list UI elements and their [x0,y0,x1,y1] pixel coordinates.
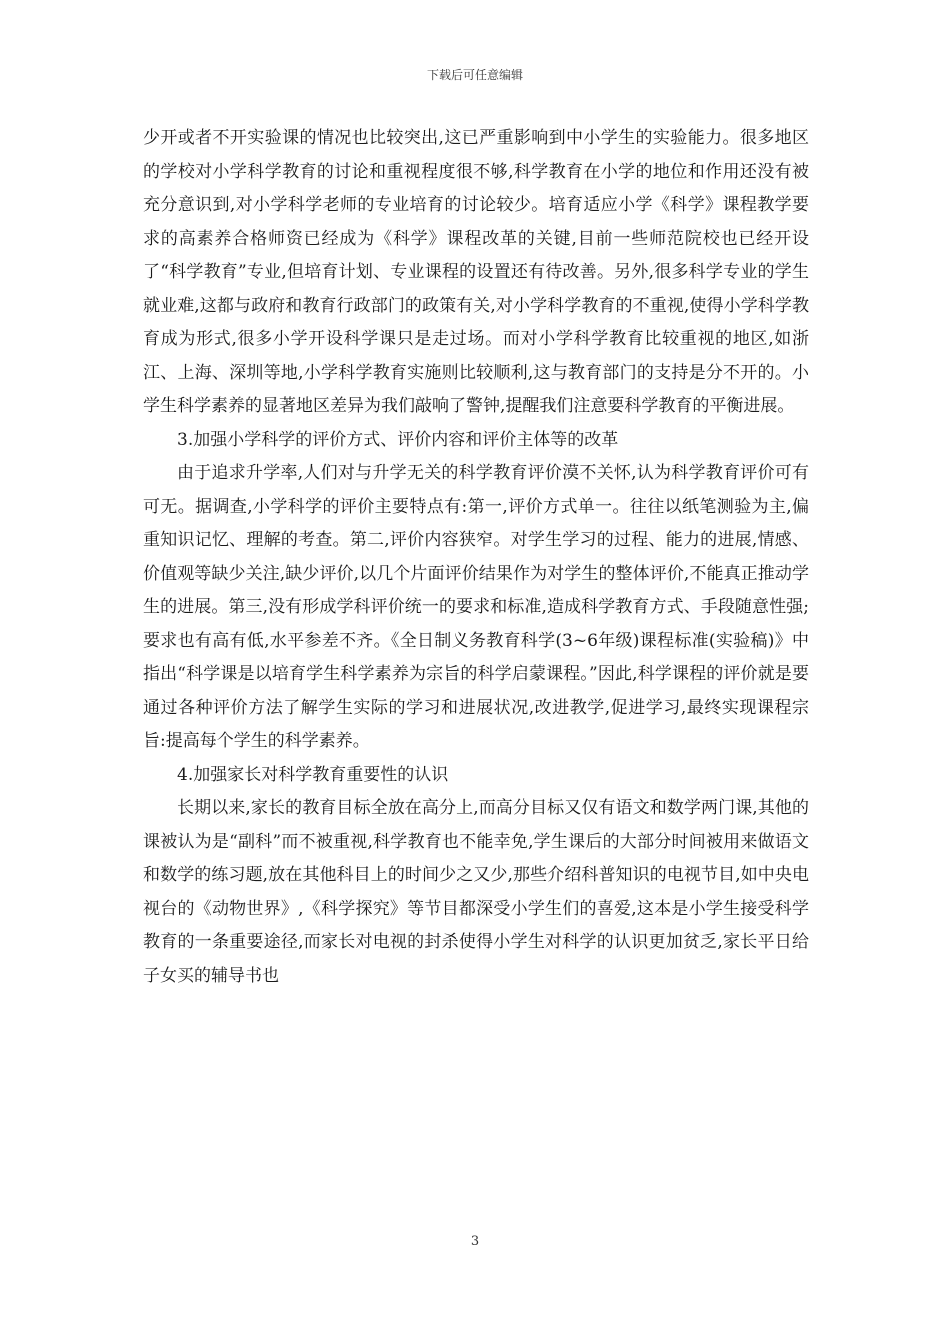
paragraph-continuation: 少开或者不开实验课的情况也比较突出,这已严重影响到中小学生的实验能力。很多地区的学校对小学科学教育的讨论和重视程度很不够,科学教育在小学的地位和作用还没有被充分意识到,对小学科学老师的专业培育的讨论较少。培育适应小学《科学》课程教学要求的高素养合格师资已经成为《科学》课程改革的关键,目前一些师范院校也已经开设了“科学教育”专业,但培育计划、专业课程的设置还有待改善。另外,很多科学专业的学生就业难,这都与政府和教育行政部门的政策有关,对小学科学教育的不重视,使得小学科学教育成为形式,很多小学开设科学课只是走过场。而对小学科学教育比较重视的地区,如浙江、上海、深圳等地,小学科学教育实施则比较顺利,这与教育部门的支持是分不开的。小学生科学素养的显著地区差异为我们敲响了警钟,提醒我们注意要科学教育的平衡进展。 [143,128,809,416]
section-heading-4: 4.加强家长对科学教育重要性的认识 [177,764,449,785]
section-heading-3: 3.加强小学科学的评价方式、评价内容和评价主体等的改革 [177,429,619,450]
page-header: 下载后可任意编辑 [426,68,523,82]
page-number: 3 [470,1234,480,1249]
document-body [143,122,809,993]
paragraph-parents-awareness: 长期以来,家长的教育目标全放在高分上,而高分目标又仅有语文和数学两门课,其他的课被认为是“副科”而不被重视,科学教育也不能幸免,学生课后的大部分时间被用来做语文和数学的练习题,放在其他科目上的时间少之又少,那些介绍科普知识的电视节目,如中央电视台的《动物世界》,《科学探究》等节目都深受小学生们的喜爱,这本是小学生接受科学教育的一条重要途径,而家长对电视的封杀使得小学生对科学的认识更加贫乏,家长平日给子女买的辅导书也 [143,798,809,986]
paragraph-evaluation-reform: 由于追求升学率,人们对与升学无关的科学教育评价漠不关怀,认为科学教育评价可有可无。据调查,小学科学的评价主要特点有:第一,评价方式单一。往往以纸笔测验为主,偏重知识记忆、理解的考查。第二,评价内容狭窄。对学生学习的过程、能力的进展,情感、价值观等缺少关注,缺少评价,以几个片面评价结果作为对学生的整体评价,不能真正推动学生的进展。第三,没有形成学科评价统一的要求和标准,造成科学教育方式、手段随意性强;要求也有高有低,水平参差不齐。《全日制义务教育科学(3~6年级)课程标准(实验稿)》中指出“科学课是以培育学生科学素养为宗旨的科学启蒙课程。”因此,科学课程的评价就是要通过各种评价方法了解学生实际的学习和进展状况,改进教学,促进学习,最终实现课程宗旨:提高每个学生的科学素养。 [143,463,809,751]
